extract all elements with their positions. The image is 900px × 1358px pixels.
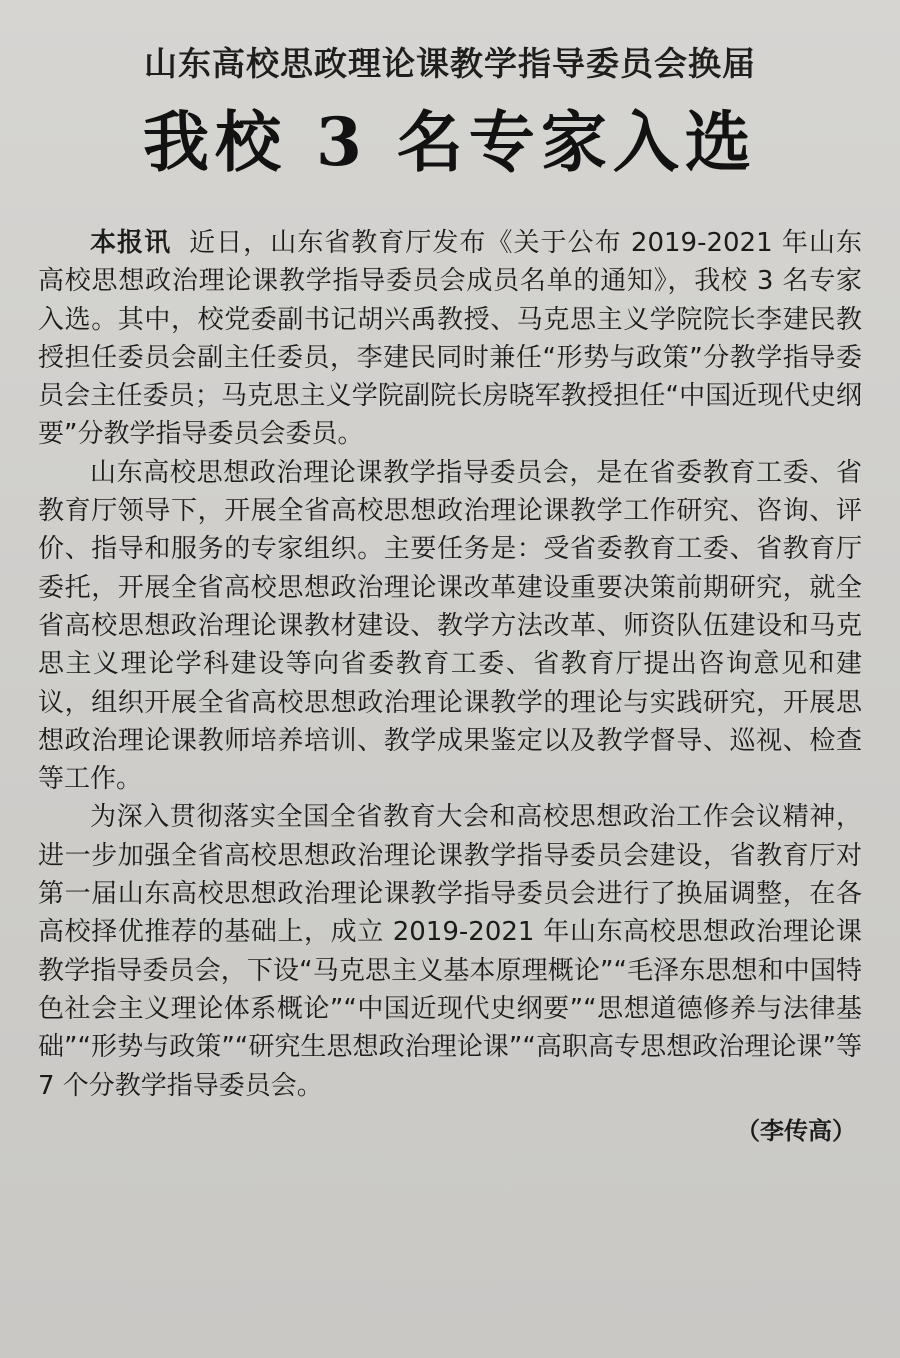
article-paragraph: 山东高校思想政治理论课教学指导委员会，是在省委教育工委、省教育厅领导下，开展全省高校思想政治理论课教学工作研究、咨询、评价、指导和服务的专家组织。主要任务是：受省委教育工委、省教育厅委托，开展全省高校思想政治理论课改革建设重要决策前期研究，就全省高校思想政治理论课教材建设、教学方法改革、师资队伍建设和马克思主义理论学科建设等向省委教育工委、省教育厅提出咨询意见和建议，组织开展全省高校思想政治理论课教学的理论与实践研究，开展思想政治理论课教师培养培训、教学成果鉴定以及教学督导、巡视、检查等工作。	[38, 457, 862, 795]
article-body	[38, 224, 862, 1105]
article-byline: （李传高）	[736, 1116, 856, 1145]
article-paragraph: 为深入贯彻落实全国全省教育大会和高校思想政治工作会议精神，进一步加强全省高校思想政治理论课教学指导委员会建设，省教育厅对第一届山东高校思想政治理论课教学指导委员会进行了换届调整，在各高校择优推荐的基础上，成立 2019-2021 年山东高校思想政治理论课教学指导委员会，下设“马克思主义基本原理概论”“毛泽东思想和中国特色社会主义理论体系概论”“中国近现代史纲要”“思想道德修养与法律基础”“形势与政策”“研究生思想政治理论课”“高职高专思想政治理论课”等 7 个分教学指导委员会。	[38, 802, 862, 1101]
article-paragraph	[38, 224, 862, 454]
article-headline: 我校 3 名专家入选	[143, 103, 757, 181]
dateline: 本报讯	[90, 228, 172, 258]
paragraph-text: 近日，山东省教育厅发布《关于公布 2019-2021 年山东高校思想政治理论课教学指导委员会成员名单的通知》，我校 3 名专家入选。其中，校党委副书记胡兴禹教授、马克思主义学院院长李建民教授担任委员会副主任委员，李建民同时兼任“形势与政策”分教学指导委员会主任委员；马克思主义学院副院长房晓军教授担任“中国近现代史纲要”分教学指导委员会委员。	[38, 228, 862, 450]
article-subtitle: 山东高校思政理论课教学指导委员会换届	[144, 44, 756, 83]
